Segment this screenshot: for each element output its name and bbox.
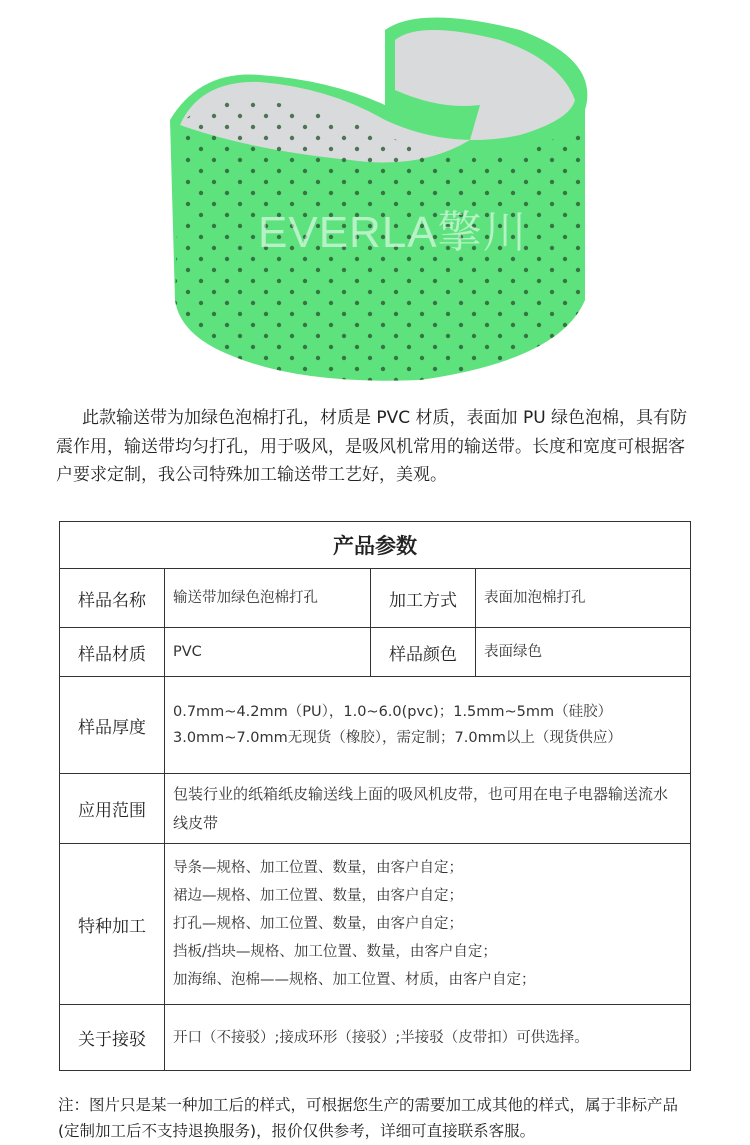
special-line: 打孔—规格、加工位置、数量，由客户自定； (173, 916, 463, 932)
product-parameters-table (59, 521, 691, 1071)
material-value: PVC (165, 628, 371, 677)
product-description: 此款输送带为加绿色泡棉打孔，材质是 PVC 材质，表面加 PU 绿色泡棉，具有防震作用，输送带均匀打孔，用于吸风，是吸风机常用的输送带。长度和宽度可根据客户要求定制，我公司特殊加工输送带工艺好，美观。 (56, 408, 688, 485)
color-label: 样品颜色 (371, 628, 476, 677)
color-value: 表面绿色 (476, 628, 691, 677)
note: 注：图片只是某一种加工后的样式，可根据您生产的需要加工成其他的样式，属于非标产品(定制加工后不支持退换服务)，报价仅供参考，详细可直接联系客服。 (58, 1096, 679, 1140)
name-value: 输送带加绿色泡棉打孔 (165, 569, 371, 628)
thickness-value (165, 677, 691, 774)
usage-label: 应用范围 (60, 774, 165, 844)
material-label: 样品材质 (60, 628, 165, 677)
special-label: 特种加工 (60, 844, 165, 1005)
process-value: 表面加泡棉打孔 (476, 569, 691, 628)
special-line: 加海绵、泡棉——规格、加工位置、材质，由客户自定； (173, 972, 536, 988)
table-title: 产品参数 (60, 522, 691, 569)
special-line: 裙边—规格、加工位置、数量，由客户自定； (173, 888, 463, 904)
watermark: EVERLA擎川 (258, 208, 528, 257)
name-label: 样品名称 (60, 569, 165, 628)
joint-label: 关于接驳 (60, 1005, 165, 1071)
special-value (165, 844, 691, 1005)
thickness-line: 3.0mm~7.0mm无现货（橡胶），需定制；7.0mm以上（现货供应） (173, 730, 622, 746)
special-line: 导条—规格、加工位置、数量，由客户自定； (173, 860, 463, 876)
joint-value: 开口（不接驳）;接成环形（接驳）;半接驳（皮带扣）可供选择。 (165, 1005, 691, 1071)
usage-value: 包装行业的纸箱纸皮输送线上面的吸风机皮带，也可用在电子电器输送流水线皮带 (165, 774, 691, 844)
thickness-line: 0.7mm~4.2mm（PU），1.0~6.0(pvc)；1.5mm~5mm（硅胶） (173, 704, 613, 720)
special-line: 挡板/挡块—规格、加工位置、数量，由客户自定； (173, 944, 497, 960)
process-label: 加工方式 (371, 569, 476, 628)
thickness-label: 样品厚度 (60, 677, 165, 774)
product-image (0, 0, 750, 385)
conveyor-belt-illustration (0, 0, 750, 385)
